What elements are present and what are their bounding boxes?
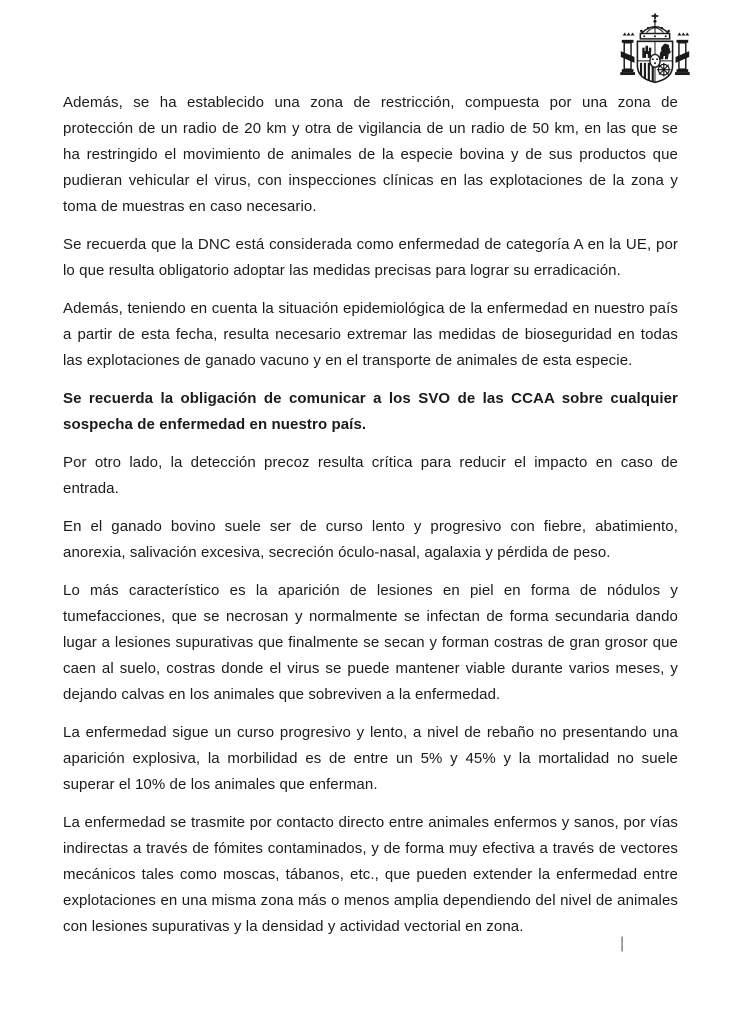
paragraph-biosecurity: Además, teniendo en cuenta la situación epidemiológica de la enfermedad en nuestro país a partir de esta fecha, resulta necesario extremar las medidas de bioseguridad en todas las explotaciones de ganado vacuno y en el transporte de animales de esta especie. xyxy=(63,300,678,369)
spain-coat-of-arms-icon xyxy=(612,12,698,98)
paragraph-restriction-zone: Además, se ha establecido una zona de restricción, compuesta por una zona de protección de un radio de 20 km y otra de vigilancia de un radio de 50 km, en las que se ha restringido el movimiento de animales de la especie bovina y de sus productos que pudieran vehicular el virus, con inspecciones clínicas en las explotaciones de la zona y toma de muestras en caso necesario. xyxy=(63,94,678,215)
paragraph-clinical-signs: En el ganado bovino suele ser de curso lento y progresivo con fiebre, abatimiento, anorexia, salivación excesiva, secreción óculo-nasal, agalaxia y pérdida de peso. xyxy=(63,518,678,561)
footer-cursor-mark: | xyxy=(620,935,625,952)
paragraph-transmission: La enfermedad se trasmite por contacto directo entre animales enfermos y sanos, por vías indirectas a través de fómites contaminados, y de forma muy efectiva a través de vectores mecánicos tales como moscas, tábanos, etc., que pueden extender la enfermedad entre explotaciones en una misma zona más o menos amplia dependiendo del nivel de animales con lesiones supurativas y la densidad y actividad vectorial en zona. xyxy=(63,814,678,935)
paragraph-morbidity-mortality: La enfermedad sigue un curso progresivo y lento, a nivel de rebaño no presentando una aparición explosiva, la morbilidad es de entre un 5% y 45% y la mortalidad no suele superar el 10% de los animales que enferman. xyxy=(63,724,678,793)
paragraph-category-a: Se recuerda que la DNC está considerada como enfermedad de categoría A en la UE, por lo que resulta obligatorio adoptar las medidas precisas para lograr su erradicación. xyxy=(63,236,678,279)
paragraph-early-detection: Por otro lado, la detección precoz resulta crítica para reducir el impacto en caso de entrada. xyxy=(63,454,678,497)
paragraph-lesions: Lo más característico es la aparición de lesiones en piel en forma de nódulos y tumefacciones, que se necrosan y normalmente se infectan de forma secundaria dando lugar a lesiones supurativas que finalmente se secan y forman costras de gran grosor que caen al suelo, costras donde el virus se puede mantener viable durante varios meses, y dejando calvas en los animales que sobreviven a la enfermedad. xyxy=(63,582,678,703)
document-body xyxy=(63,90,678,952)
paragraph-notification-obligation: Se recuerda la obligación de comunicar a los SVO de las CCAA sobre cualquier sospecha de enfermedad en nuestro país. xyxy=(63,390,678,433)
